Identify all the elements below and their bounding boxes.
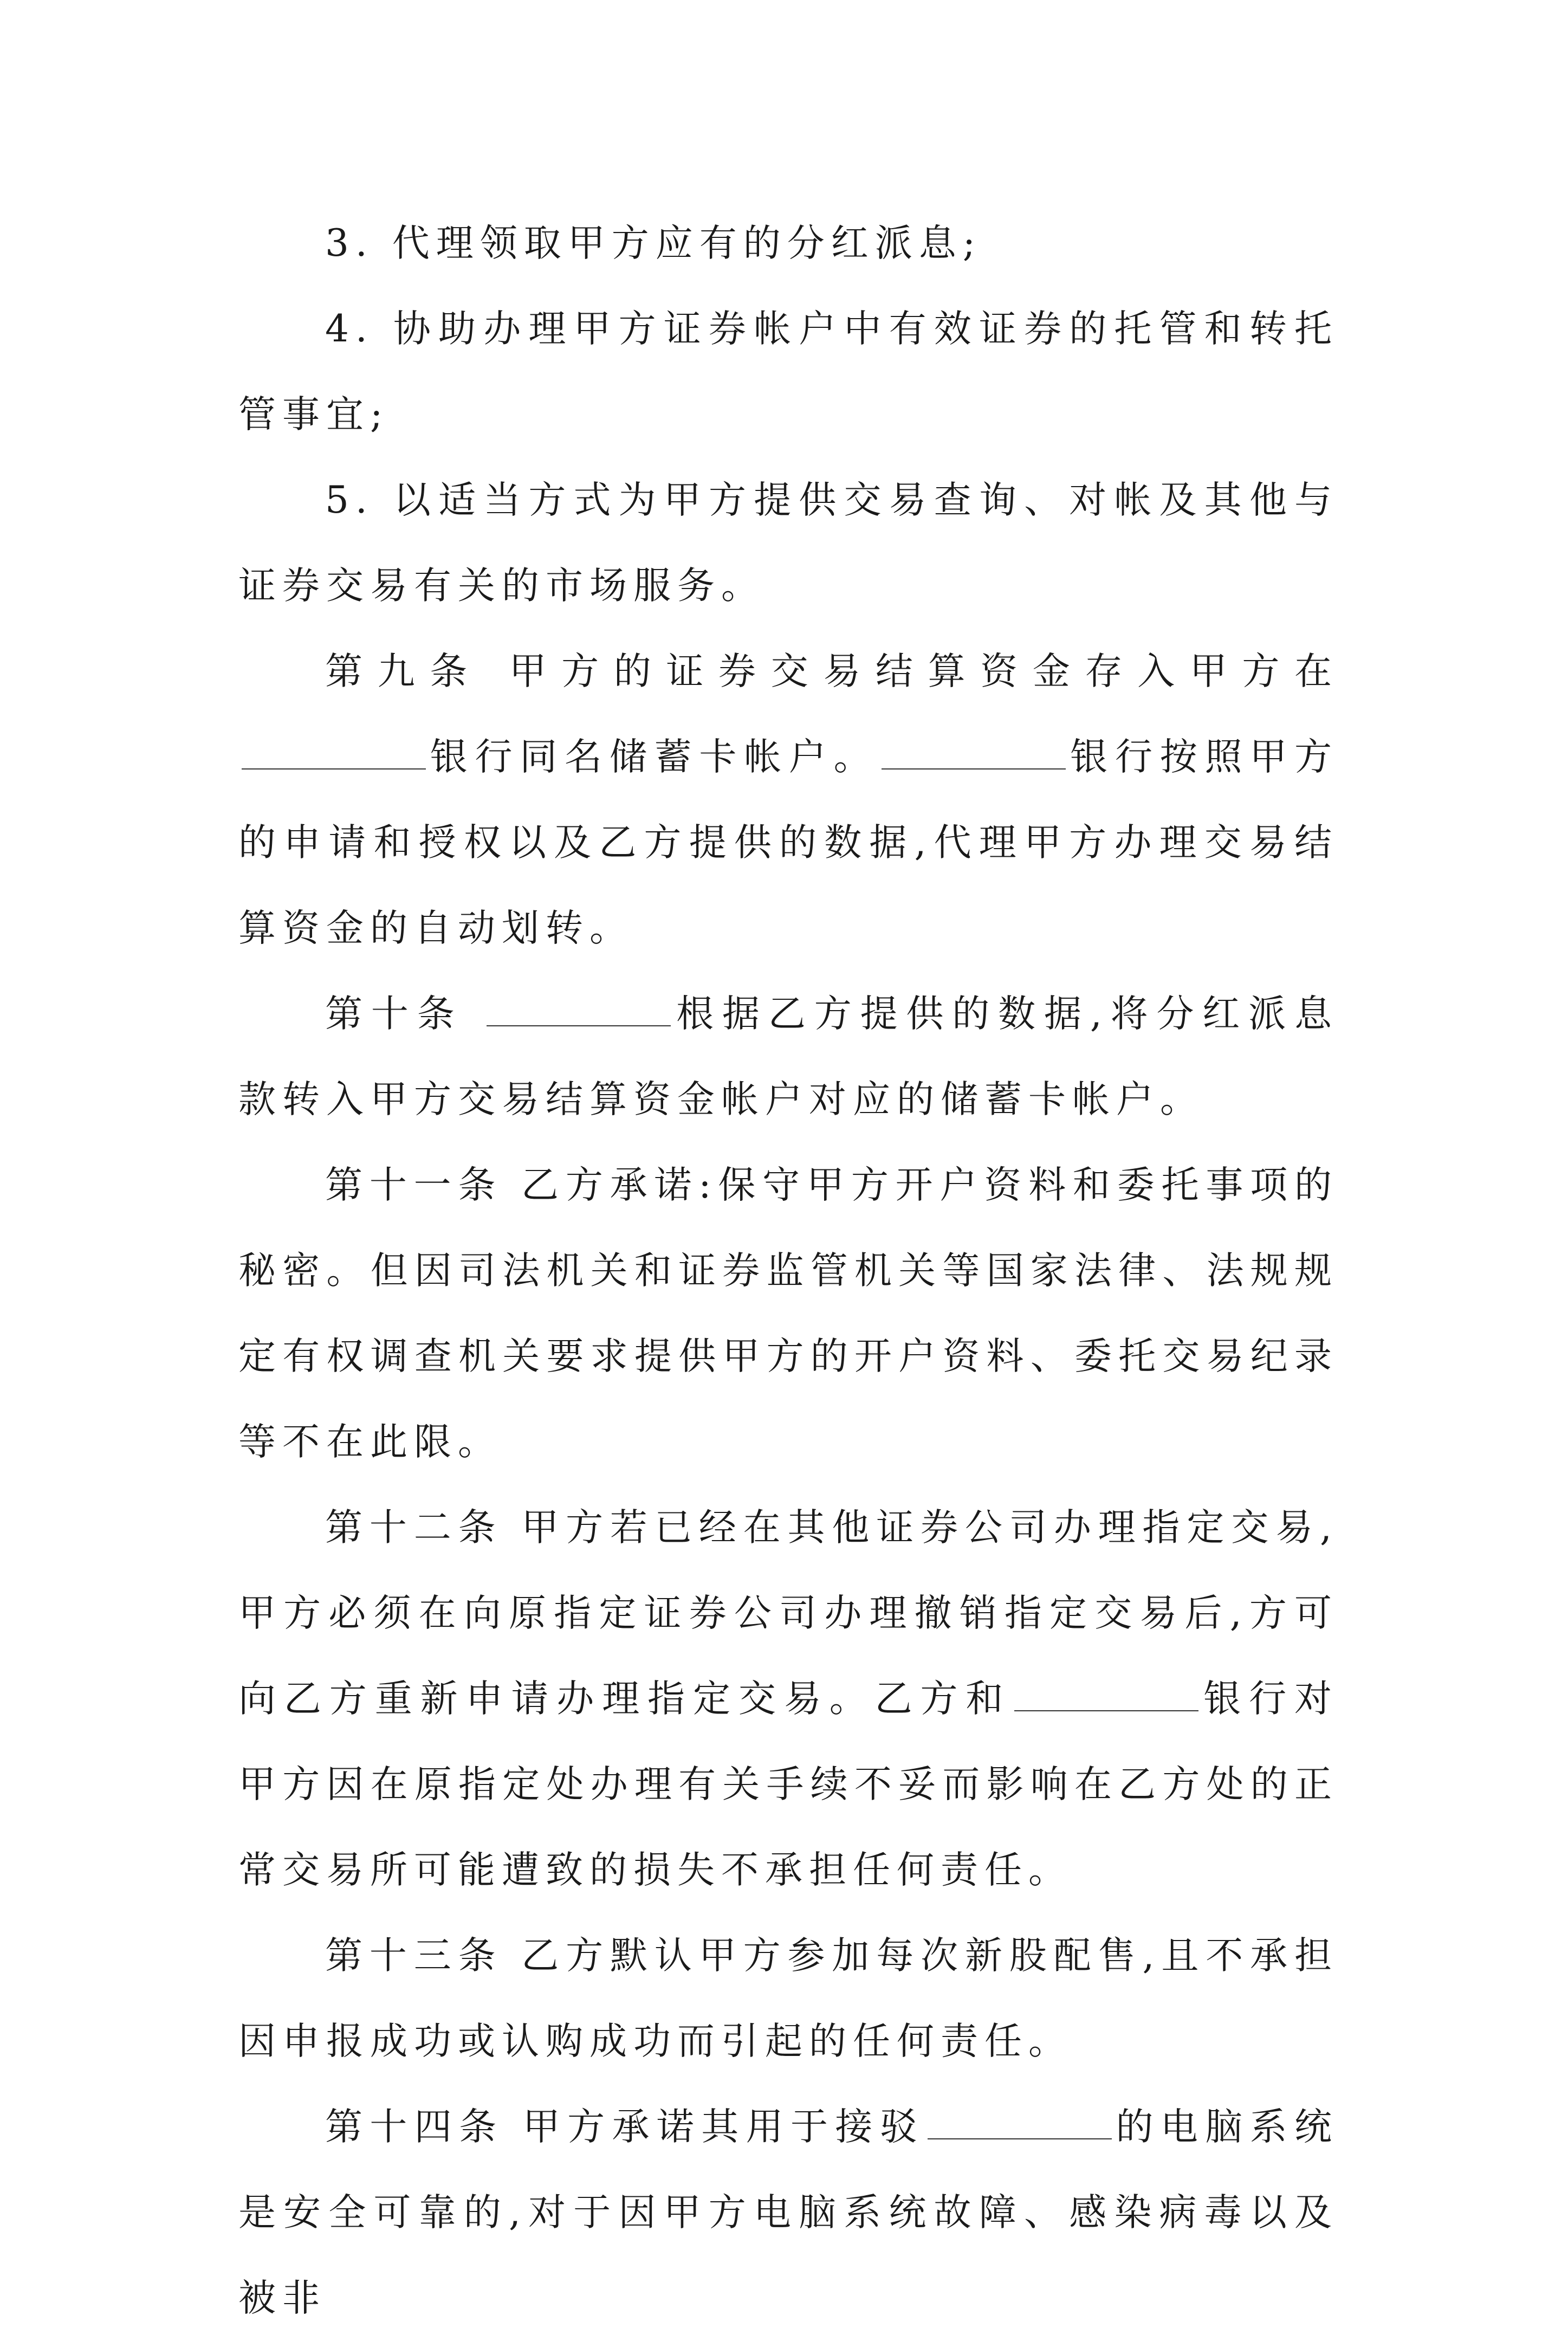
paragraph-text: 第十三条 乙方默认甲方参加每次新股配售,且不承担因申报成功或认购成功而引起的任何责任。	[238, 1934, 1338, 2063]
paragraph-text: 第十条	[325, 992, 484, 1036]
paragraph-text: 根据乙方提供的数据,将分红派息款转入甲方交易结算资金帐户对应的储蓄卡帐户。	[238, 992, 1338, 1121]
paragraph-text: 的电脑系统是安全可靠的,对于因甲方电脑系统故障、感染病毒以及被非	[238, 2105, 1338, 2320]
article-11	[238, 1142, 1338, 1485]
fill-in-blank[interactable]	[487, 994, 671, 1026]
article-10	[238, 971, 1338, 1142]
fill-in-blank[interactable]	[928, 2107, 1112, 2139]
article-13	[238, 1913, 1338, 2084]
paragraph-text: 银行同名储蓄卡帐户。	[429, 735, 879, 779]
fill-in-blank[interactable]	[882, 737, 1066, 769]
fill-in-blank[interactable]	[1014, 1679, 1198, 1711]
paragraph-text: 4. 协助办理甲方证券帐户中有效证券的托管和转托管事宜;	[238, 307, 1338, 436]
paragraph-text: 银行按照甲方的申请和授权以及乙方提供的数据,代理甲方办理交易结算资金的自动划转。	[238, 735, 1339, 950]
paragraph-text: 第九条 甲方的证券交易结算资金存入甲方在	[325, 650, 1338, 693]
paragraph-text: 第十一条 乙方承诺:保守甲方开户资料和委托事项的秘密。但因司法机关和证券监管机关等国家法律、法规规定有权调查机关要求提供甲方的开户资料、委托交易纪录等不在此限。	[238, 1163, 1338, 1464]
article-12	[238, 1485, 1338, 1913]
list-item-4	[238, 286, 1338, 457]
document-body	[238, 201, 1338, 2341]
paragraph-text: 银行对甲方因在原指定处办理有关手续不妥而影响在乙方处的正常交易所可能遭致的损失不承担任何责任。	[238, 1677, 1339, 1892]
list-item-5	[238, 457, 1338, 629]
list-item-3	[238, 201, 1338, 286]
fill-in-blank[interactable]	[242, 737, 426, 769]
paragraph-text: 第十四条 甲方承诺其用于接驳	[325, 2105, 925, 2149]
paragraph-text: 3. 代理领取甲方应有的分红派息;	[325, 222, 982, 265]
article-9	[238, 629, 1338, 971]
paragraph-text: 5. 以适当方式为甲方提供交易查询、对帐及其他与证券交易有关的市场服务。	[238, 478, 1338, 607]
paragraph-text: 第十二条 甲方若已经在其他证券公司办理指定交易,甲方必须在向原指定证券公司办理撤销指定交易后,方可向乙方重新申请办理指定交易。乙方和	[238, 1506, 1338, 1721]
article-14	[238, 2084, 1338, 2341]
